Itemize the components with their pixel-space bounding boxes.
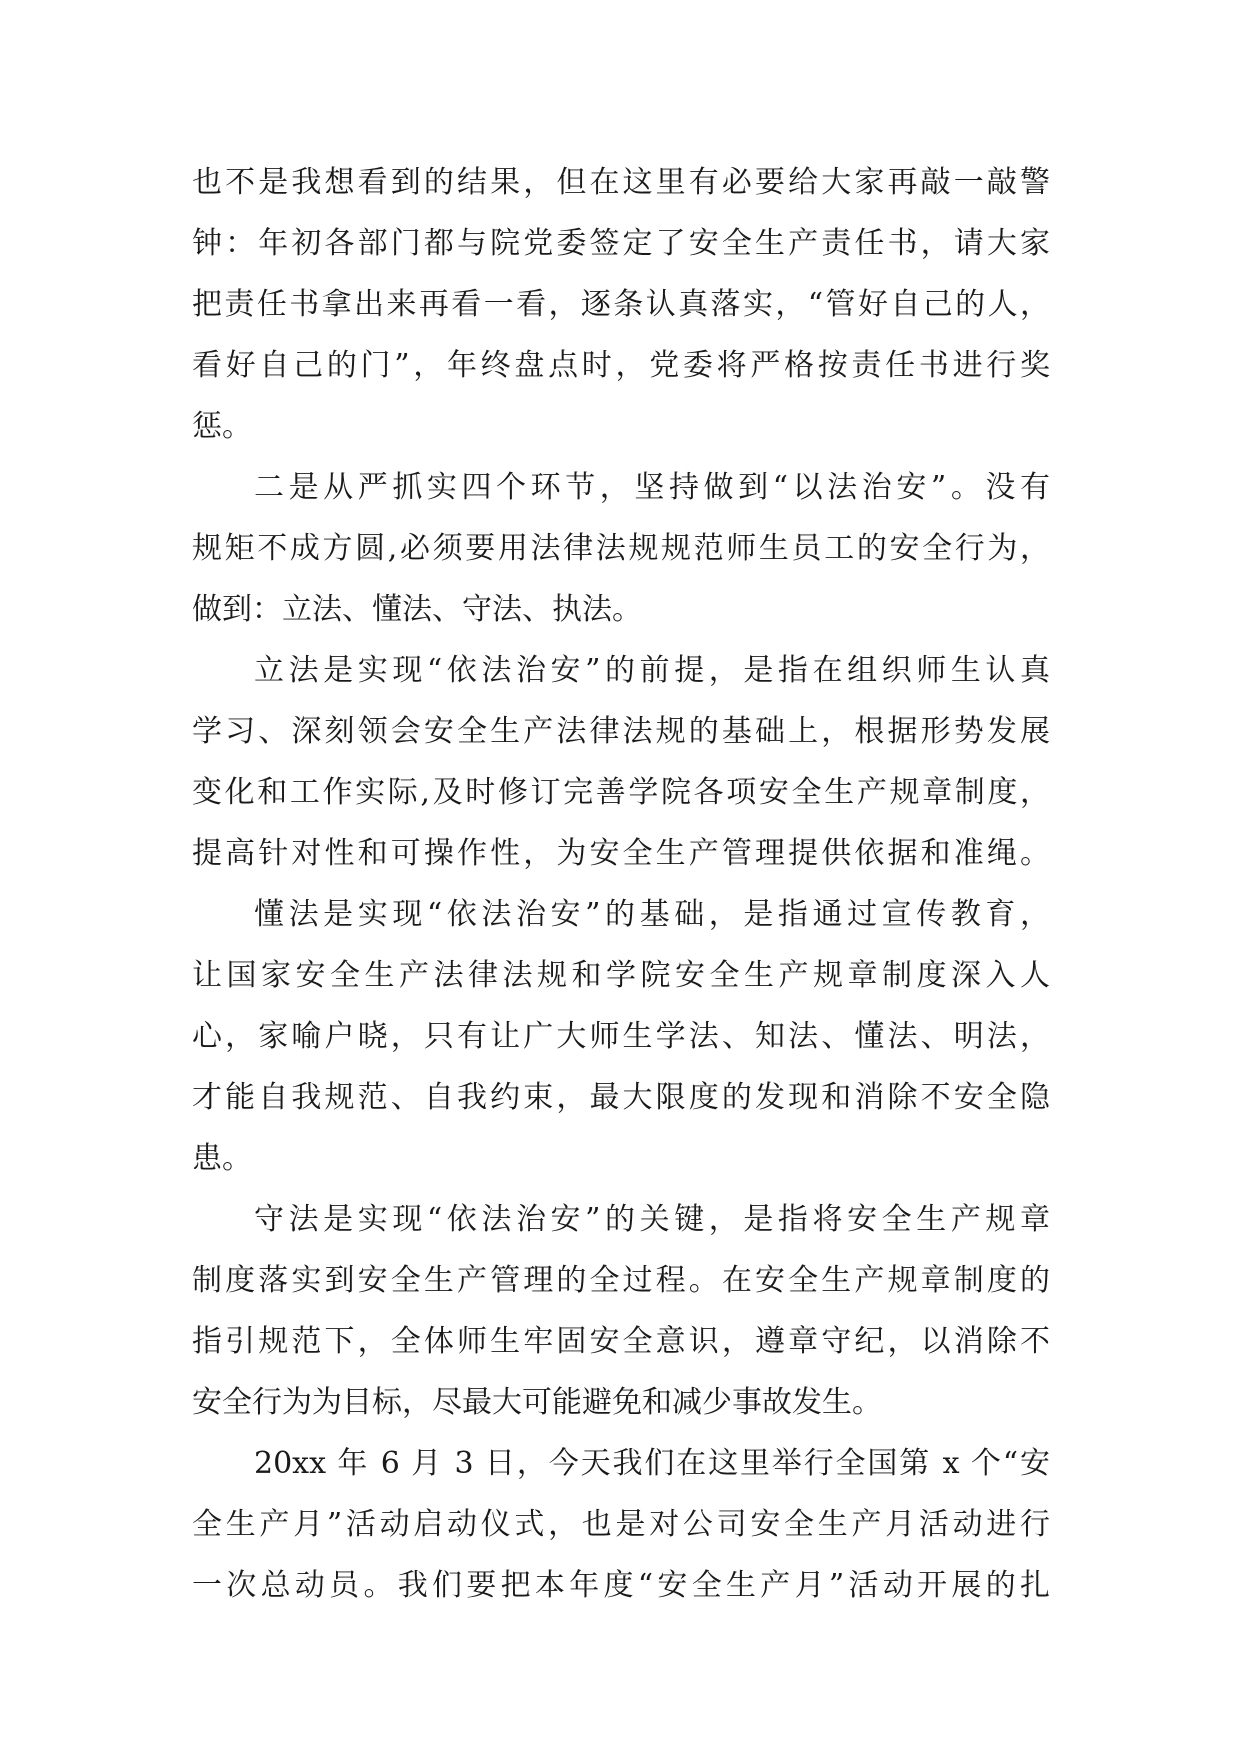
text-line: 惩。	[192, 409, 252, 444]
text-line: 钟：年初各部门都与院党委签定了安全生产责任书，请大家	[192, 226, 1050, 261]
text-line: 把责任书拿出来再看一看，逐条认真落实，“管好自己的人，	[192, 287, 1050, 322]
text-line: 心，家喻户晓，只有让广大师生学法、知法、懂法、明法，	[192, 1019, 1050, 1054]
text-line: 才能自我规范、自我约束，最大限度的发现和消除不安全隐	[192, 1080, 1050, 1115]
text-line: 20xx 年 6 月 3 日，今天我们在这里举行全国第 x 个“安	[254, 1446, 1050, 1481]
text-line: 也不是我想看到的结果，但在这里有必要给大家再敲一敲警	[192, 165, 1050, 200]
text-line: 一次总动员。我们要把本年度“安全生产月”活动开展的扎	[192, 1568, 1050, 1603]
text-line: 守法是实现“依法治安”的关键，是指将安全生产规章	[254, 1202, 1050, 1237]
text-line: 立法是实现“依法治安”的前提，是指在组织师生认真	[254, 653, 1050, 688]
text-line: 二是从严抓实四个环节，坚持做到“以法治安”。没有	[254, 470, 1050, 505]
document-body	[192, 152, 1050, 1616]
text-line: 变化和工作实际,及时修订完善学院各项安全生产规章制度，	[192, 775, 1050, 810]
text-line: 让国家安全生产法律法规和学院安全生产规章制度深入人	[192, 958, 1050, 993]
text-line: 患。	[192, 1141, 252, 1176]
text-line: 提高针对性和可操作性，为安全生产管理提供依据和准绳。	[192, 836, 1050, 871]
text-line: 学习、深刻领会安全生产法律法规的基础上，根据形势发展	[192, 714, 1050, 749]
text-line: 看好自己的门”，年终盘点时，党委将严格按责任书进行奖	[192, 348, 1050, 383]
text-line: 指引规范下，全体师生牢固安全意识，遵章守纪，以消除不	[192, 1324, 1050, 1359]
text-line: 规矩不成方圆,必须要用法律法规规范师生员工的安全行为，	[192, 531, 1050, 566]
text-line: 安全行为为目标，尽最大可能避免和减少事故发生。	[192, 1385, 882, 1420]
text-line: 制度落实到安全生产管理的全过程。在安全生产规章制度的	[192, 1263, 1050, 1298]
text-line: 做到：立法、懂法、守法、执法。	[192, 592, 642, 627]
text-line: 懂法是实现“依法治安”的基础，是指通过宣传教育，	[254, 897, 1050, 932]
text-line: 全生产月”活动启动仪式，也是对公司安全生产月活动进行	[192, 1507, 1050, 1542]
